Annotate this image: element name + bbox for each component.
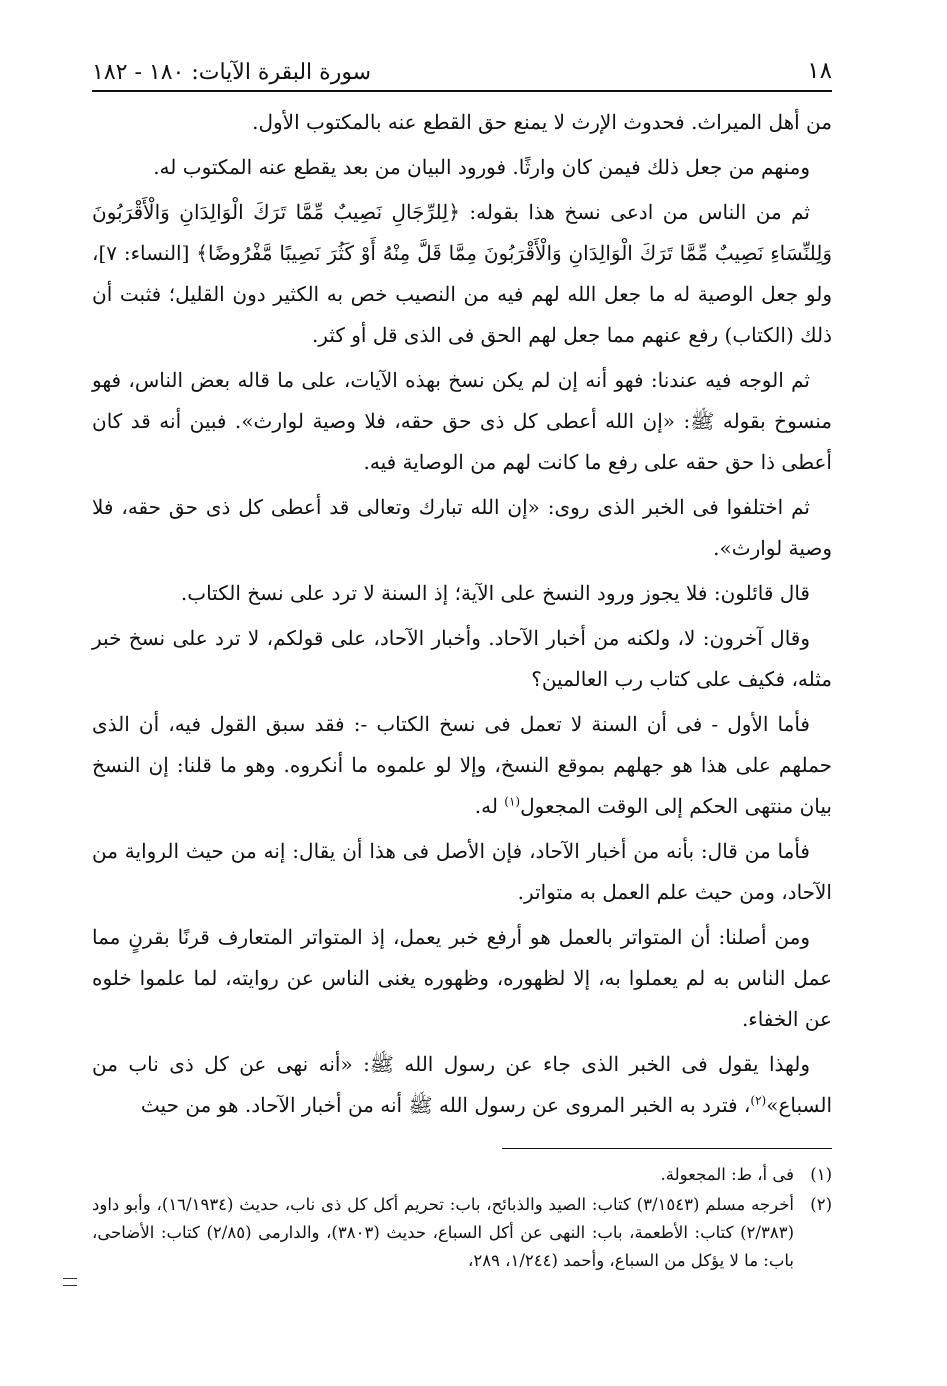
paragraph: ومن أصلنا: أن المتواتر بالعمل هو أرفع خبر يعمل، إذ المتواتر المتعارف قرنًا بقرنٍ مما عمل الناس به لم يعملوا به، إلا لظهوره، وظهوره يغنى الناس عن روايته، لما علموا خلوه عن الخفاء. <box>92 925 832 1031</box>
paragraph-text: ، فترد به الخبر المروى عن رسول الله ﷺ أنه من أخبار الآحاد. هو من حيث <box>140 1093 751 1117</box>
running-title: سورة البقرة الآيات: ١٨٠ - ١٨٢ <box>92 59 372 85</box>
paragraph <box>92 1044 832 1126</box>
paragraph-text: فأما الأول - فى أن السنة لا تعمل فى نسخ الكتاب -: فقد سبق القول فيه، أن الذى حملهم على هذا هو جهلهم بموقع النسخ، وإلا لو علموه ما أنكروه. وهو ما قلنا: إن النسخ بيان منتهى الحكم إلى الوقت المجعول <box>92 712 832 818</box>
paragraph: ثم اختلفوا فى الخبر الذى روى: «إن الله تبارك وتعالى قد أعطى كل ذى حق حقه، فلا وصية لوارث». <box>92 495 832 560</box>
paragraph-text: ولهذا يقول فى الخبر الذى جاء عن رسول الله ﷺ: «أنه نهى عن كل ذى ناب من السباع» <box>92 1052 832 1117</box>
footnote-number: (١) <box>810 1165 832 1184</box>
main-text <box>92 102 832 1126</box>
page-number: ١٨ <box>807 58 832 85</box>
page-header <box>92 44 832 92</box>
paragraph <box>92 704 832 827</box>
paragraph: ثم من الناس من ادعى نسخ هذا بقوله: ﴿لِلرِّجَالِ نَصِيبٌ مِّمَّا تَرَكَ الْوَالِدَانِ وَالْأَقْرَبُونَ وَلِلنِّسَاءِ نَصِيبٌ مِّمَّا تَرَكَ الْوَالِدَانِ وَالْأَقْرَبُونَ مِمَّا قَلَّ مِنْهُ أَوْ كَثُرَ نَصِيبًا مَّفْرُوضًا﴾ [النساء: ٧]، ولو جعل الوصية له ما جعل الله لهم فيه من النصيب خص به الكثير دون القليل؛ فثبت أن ذلك (الكتاب) رفع عنهم مما جعل لهم الحق فى الذى قل أو كثر. <box>92 200 833 347</box>
footnote-ref: (٢) <box>750 1093 767 1108</box>
footnote-text: فى أ، ط: المجعولة. <box>660 1165 794 1184</box>
footnote <box>92 1161 832 1189</box>
paragraph-text: له. <box>474 794 505 818</box>
continuation-mark <box>63 1278 77 1286</box>
footnote-ref: (١) <box>504 794 521 809</box>
footnote <box>92 1191 832 1275</box>
paragraph: من أهل الميراث. فحدوث الإرث لا يمنع حق القطع عنه بالمكتوب الأول. <box>252 110 832 134</box>
footnote-divider <box>502 1148 832 1149</box>
footnote-number: (٢) <box>810 1195 832 1214</box>
paragraph: قال قائلون: فلا يجوز ورود النسخ على الآية؛ إذ السنة لا ترد على نسخ الكتاب. <box>180 581 810 605</box>
paragraph: ثم الوجه فيه عندنا: فهو أنه إن لم يكن نسخ بهذه الآيات، على ما قاله بعض الناس، فهو منسوخ بقوله ﷺ: «إن الله أعطى كل ذى حق حقه، فلا وصية لوارث». فبين أنه قد كان أعطى ذا حق حقه على رفع ما كانت لهم من الوصاية فيه. <box>92 368 832 474</box>
footnote-text: أخرجه مسلم (٣/١٥٤٣) كتاب: الصيد والذبائح، باب: تحريم أكل كل ذى ناب، حديث (١٦/١٩٣٤)، وأبو داود (٢/٣٨٣) كتاب: الأطعمة، باب: النهى عن أكل السباع، حديث (٣٨٠٣)، والدارمى (٢/٨٥) كتاب: الأضاحى، باب: ما لا يؤكل من السباع، وأحمد (١/٢٤٤، ٢٨٩، <box>92 1195 794 1270</box>
book-page <box>92 44 832 1277</box>
paragraph: فأما من قال: بأنه من أخبار الآحاد، فإن الأصل فى هذا أن يقال: إنه من حيث الرواية من الآحاد، ومن حيث علم العمل به متواتر. <box>92 839 832 904</box>
paragraph: ومنهم من جعل ذلك فيمن كان وارثًا. فورود البيان من بعد يقطع عنه المكتوب له. <box>153 155 810 179</box>
paragraph: وقال آخرون: لا، ولكنه من أخبار الآحاد. وأخبار الآحاد، على قولكم، لا ترد على نسخ خبر مثله، فكيف على كتاب رب العالمين؟ <box>92 626 832 691</box>
footnotes <box>92 1161 832 1275</box>
